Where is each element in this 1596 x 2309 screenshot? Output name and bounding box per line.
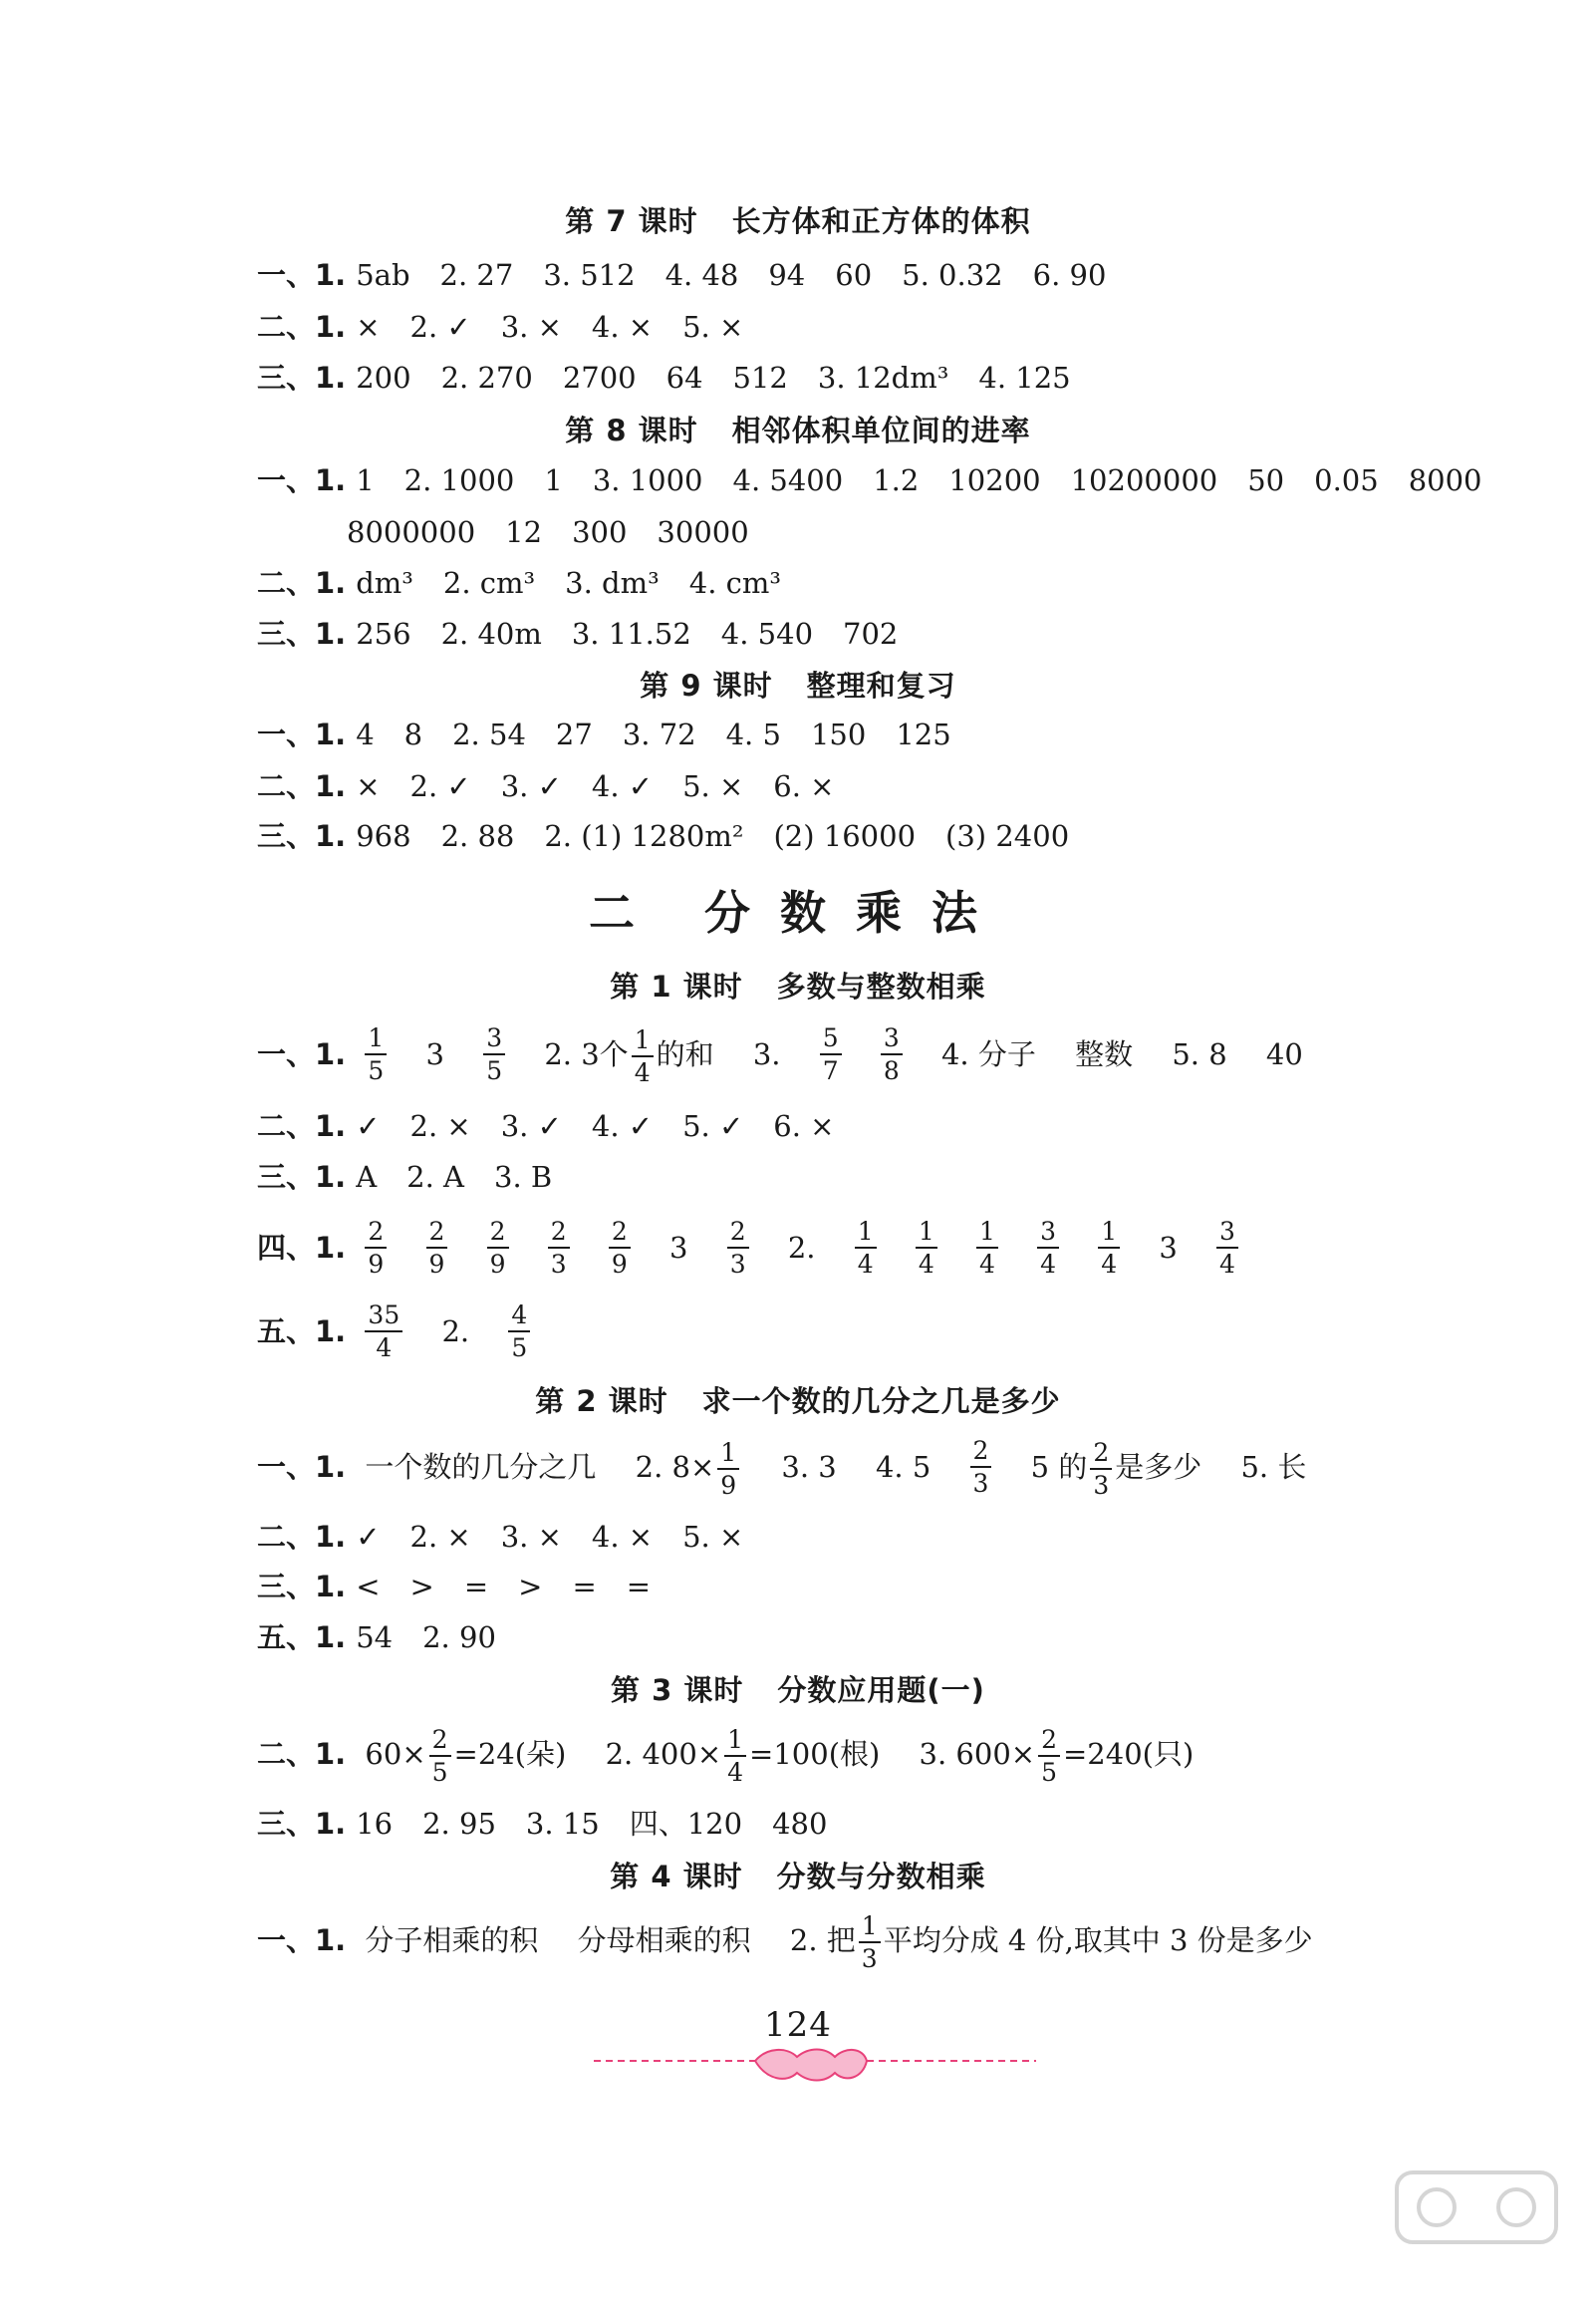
chapter-number: 二 [589, 886, 665, 940]
numerator: 2 [1038, 1727, 1060, 1757]
answer-value: 整数 [1075, 1037, 1134, 1071]
fraction [609, 1219, 631, 1277]
numerator: 3 [1037, 1219, 1059, 1249]
answer-value: 30000 [657, 515, 749, 549]
answer-value: 5. × [682, 769, 744, 803]
answer-value: 4. 48 [665, 258, 739, 292]
lesson-number: 第 1 课时 [610, 970, 743, 1004]
numerator: 1 [976, 1219, 998, 1249]
answer-line [257, 452, 1482, 504]
denominator: 3 [550, 1250, 567, 1279]
numerator: 2 [609, 1219, 631, 1249]
numerator: 1 [724, 1727, 746, 1757]
question-label: 四、1. [257, 1231, 347, 1265]
lesson-title: 多数与整数相乘 [776, 970, 986, 1004]
answer-line [257, 1425, 1306, 1505]
answer-value: > [409, 1570, 434, 1603]
denominator: 3 [1093, 1471, 1110, 1500]
denominator: 4 [918, 1250, 934, 1279]
denominator: 5 [486, 1056, 503, 1085]
text-part: 的和 [656, 1037, 714, 1071]
lesson-number: 第 2 课时 [535, 1384, 668, 1418]
denominator: 7 [822, 1056, 839, 1085]
denominator: 4 [857, 1250, 874, 1279]
answer-value: 3. 512 [543, 258, 636, 292]
answer-value [1030, 1438, 1202, 1500]
answer-value: < [356, 1570, 381, 1603]
text-part: 平均分成 4 份,取其中 3 份是多少 [883, 1923, 1313, 1957]
answer-value: 一个数的几分之几 [365, 1450, 597, 1484]
question-label: 一、1. [257, 1923, 347, 1957]
numerator: 2 [426, 1219, 448, 1249]
numerator: 5 [820, 1025, 842, 1055]
denominator: 5 [511, 1333, 528, 1362]
question-label: 一、1. [257, 718, 347, 751]
denominator: 9 [428, 1250, 445, 1279]
answer-value: 3 [1159, 1231, 1178, 1265]
answer-value: 300 [572, 515, 628, 549]
denominator: 4 [1101, 1250, 1118, 1279]
fraction [970, 1438, 992, 1496]
lesson-title: 分数与分数相乘 [776, 1860, 986, 1893]
fraction [429, 1727, 451, 1785]
answer-value: 4. cm³ [688, 566, 782, 600]
numerator: 4 [508, 1302, 530, 1332]
answer-value: 40 [1265, 1037, 1303, 1071]
answer-value: 3. ✓ [500, 769, 562, 803]
fraction [727, 1219, 749, 1277]
section-heading-lesson-7 [0, 199, 1596, 240]
answer-value: (2) 16000 [773, 819, 917, 853]
text-part: =24(朵) [453, 1737, 567, 1771]
question-label: 二、1. [257, 1520, 347, 1554]
answer-value: 5. ✓ [682, 1109, 744, 1143]
answer-value: 2. [787, 1231, 816, 1265]
answer-value: 3. 15 [525, 1807, 600, 1841]
answer-value: 3 [425, 1037, 444, 1071]
answer-line [257, 1509, 743, 1561]
lesson-title: 长方体和正方体的体积 [731, 204, 1031, 238]
answer-value: 4. ✓ [591, 769, 654, 803]
scalloped-frame [755, 2050, 867, 2081]
answer-value: 2. ✓ [409, 769, 471, 803]
question-label: 一、1. [257, 1037, 347, 1071]
answer-value: 256 [356, 617, 411, 651]
denominator: 4 [634, 1058, 651, 1087]
question-label: 三、1. [257, 1570, 347, 1603]
denominator: 9 [611, 1250, 628, 1279]
text-part: =100(根) [749, 1737, 881, 1771]
denominator: 3 [861, 1944, 878, 1973]
answer-value [365, 1725, 567, 1787]
question-label: 二、1. [257, 310, 347, 344]
answer-value: 10200000 [1070, 463, 1218, 497]
fraction [916, 1219, 937, 1277]
lesson-number: 第 9 课时 [640, 669, 773, 703]
answer-value: 1 [544, 463, 563, 497]
fraction [881, 1025, 903, 1083]
denominator: 4 [1219, 1250, 1235, 1279]
text-part: =240(只) [1063, 1737, 1195, 1771]
answer-value: 3. × [500, 1520, 562, 1554]
watermark-shape [1498, 2189, 1534, 2225]
question-label: 二、1. [257, 1737, 347, 1771]
answer-value: > [518, 1570, 543, 1603]
answer-value [789, 1911, 1313, 1973]
answer-line [257, 1098, 834, 1150]
section-heading-lesson-8 [0, 409, 1596, 449]
answer-value: 4. 125 [978, 361, 1071, 395]
answer-value: 分子相乘的积 [365, 1923, 539, 1957]
answer-value: 5. 0.32 [902, 258, 1003, 292]
text-part: 2. 把 [789, 1923, 856, 1957]
answer-value: 6. × [773, 1109, 835, 1143]
answer-value: 94 [768, 258, 806, 292]
answer-value: 125 [896, 718, 951, 751]
answer-value: A [356, 1160, 378, 1194]
fraction [365, 1219, 387, 1277]
answer-value [605, 1725, 881, 1787]
answer-value: 702 [843, 617, 899, 651]
chapter-title: 分数乘法 [704, 886, 1007, 940]
answer-value: 480 [772, 1807, 828, 1841]
numerator: 2 [970, 1438, 992, 1468]
lesson-title: 整理和复习 [806, 669, 956, 703]
answer-line [257, 555, 781, 607]
answer-value: 3. dm³ [565, 566, 660, 600]
answer-value: 12 [505, 515, 543, 549]
numerator: 1 [632, 1027, 654, 1057]
answer-value: 3. 11.52 [571, 617, 691, 651]
answer-value: 2. cm³ [442, 566, 536, 600]
answer-value: 512 [732, 361, 788, 395]
text-part: 5 的 [1030, 1450, 1088, 1484]
answer-value: 6. × [773, 769, 835, 803]
answer-value: 64 [665, 361, 703, 395]
page-number: 124 [764, 2005, 832, 2045]
numerator: 2 [429, 1727, 451, 1757]
answer-line [257, 1290, 530, 1369]
text-part: 60× [365, 1737, 426, 1771]
answer-value: 四、120 [629, 1807, 743, 1841]
answer-value: 2. 54 [452, 718, 526, 751]
text-part: 2. 8× [635, 1450, 715, 1484]
answer-value: ✓ [356, 1109, 381, 1143]
denominator: 4 [978, 1250, 995, 1279]
question-label: 三、1. [257, 1807, 347, 1841]
answer-value: × [356, 769, 381, 803]
answer-line [257, 1012, 1303, 1092]
denominator: 4 [376, 1333, 393, 1362]
text-part: 3. 600× [919, 1737, 1036, 1771]
answer-value: 54 [356, 1620, 394, 1654]
denominator: 9 [720, 1471, 737, 1500]
chapter-heading [0, 877, 1596, 943]
answer-line [257, 1712, 1194, 1792]
answer-value: 3. × [500, 310, 562, 344]
answer-value: 4. 5400 [732, 463, 844, 497]
answer-value: 2. × [409, 1109, 471, 1143]
numerator: 1 [717, 1440, 739, 1470]
answer-value: 1 [356, 463, 375, 497]
fraction [632, 1027, 654, 1085]
answer-value: 2. 90 [422, 1620, 496, 1654]
answer-value: 2. (1) 1280m² [544, 819, 744, 853]
answer-value: 5. 长 [1240, 1450, 1307, 1484]
answer-value: 2. 1000 [403, 463, 515, 497]
question-label: 三、1. [257, 819, 347, 853]
lesson-number: 第 3 课时 [611, 1673, 744, 1707]
answer-value: 27 [555, 718, 593, 751]
fraction [724, 1727, 746, 1785]
fraction [548, 1219, 570, 1277]
denominator: 3 [729, 1250, 746, 1279]
denominator: 4 [727, 1758, 744, 1787]
answer-line [257, 247, 1106, 299]
question-label: 一、1. [257, 258, 347, 292]
answer-line [257, 758, 834, 810]
fraction [365, 1302, 402, 1360]
fraction [717, 1440, 739, 1498]
watermark-logo [1377, 2143, 1576, 2292]
answer-value: 6. 90 [1032, 258, 1107, 292]
text-part: 2. 400× [605, 1737, 722, 1771]
numerator: 1 [916, 1219, 937, 1249]
numerator: 2 [548, 1219, 570, 1249]
answer-value: 5ab [356, 258, 410, 292]
numerator: 1 [1098, 1219, 1120, 1249]
answer-line [257, 299, 743, 351]
numerator: 2 [365, 1219, 387, 1249]
answer-line [257, 1149, 552, 1201]
answer-line [257, 808, 1069, 860]
answer-value: (3) 2400 [945, 819, 1070, 853]
lesson-number: 第 4 课时 [610, 1860, 743, 1893]
answer-line [257, 1796, 827, 1848]
answer-line [257, 350, 1071, 402]
section-heading-lesson-9 [0, 664, 1596, 705]
answer-value: 3 [669, 1231, 688, 1265]
answer-value: 5. × [682, 1520, 744, 1554]
fraction [976, 1219, 998, 1277]
answer-value: 2. 88 [440, 819, 515, 853]
answer-value: 0.05 [1314, 463, 1379, 497]
fraction [487, 1219, 509, 1277]
question-label: 二、1. [257, 769, 347, 803]
denominator: 9 [368, 1250, 385, 1279]
answer-value: = [572, 1570, 597, 1603]
answer-value: 2700 [562, 361, 637, 395]
answer-value: 8 [403, 718, 423, 751]
answer-value: 150 [810, 718, 867, 751]
answer-value [544, 1025, 714, 1087]
answer-value: × [356, 310, 381, 344]
fraction [1037, 1219, 1059, 1277]
lesson-number: 第 8 课时 [565, 414, 698, 447]
answer-value: 3. B [494, 1160, 553, 1194]
question-label: 一、1. [257, 463, 347, 497]
answer-value: 8000000 [347, 515, 476, 549]
fraction [1090, 1440, 1112, 1498]
denominator: 5 [1041, 1758, 1057, 1787]
numerator: 1 [859, 1913, 881, 1943]
answer-value: 2. 40m [440, 617, 542, 651]
answer-value: 50 [1247, 463, 1285, 497]
section-heading-lesson-3 [0, 1668, 1596, 1709]
answer-line [257, 707, 951, 758]
answer-value: 2. 270 [440, 361, 533, 395]
fraction [508, 1302, 530, 1360]
answer-value: 4. 分子 [940, 1037, 1036, 1071]
numerator: 3 [483, 1025, 505, 1055]
denominator: 5 [431, 1758, 448, 1787]
answer-value: 2. 27 [439, 258, 514, 292]
answer-value: dm³ [356, 566, 413, 600]
text-part: 是多少 [1115, 1450, 1202, 1484]
answer-value: 3. ✓ [500, 1109, 562, 1143]
answer-value: 2. A [406, 1160, 464, 1194]
answer-value: 3. 1000 [592, 463, 703, 497]
answer-value: 16 [356, 1807, 394, 1841]
answer-value: 200 [356, 361, 411, 395]
denominator: 5 [368, 1056, 385, 1085]
answer-value: 60 [835, 258, 873, 292]
question-label: 二、1. [257, 1109, 347, 1143]
numerator: 3 [1216, 1219, 1238, 1249]
answer-value: = [463, 1570, 489, 1603]
answer-line-continued [347, 504, 749, 556]
answer-value: 2. ✓ [409, 310, 471, 344]
answer-value: 3. 12dm³ [817, 361, 949, 395]
answer-value: 分母相乘的积 [577, 1923, 751, 1957]
numerator: 2 [727, 1219, 749, 1249]
answer-value: 968 [356, 819, 411, 853]
denominator: 3 [972, 1469, 989, 1498]
denominator: 9 [489, 1250, 506, 1279]
fraction [820, 1025, 842, 1083]
watermark-shape [1419, 2189, 1455, 2225]
section-heading-lesson-2 [0, 1379, 1596, 1420]
answer-line [257, 1559, 651, 1610]
lesson-title: 求一个数的几分之几是多少 [701, 1384, 1061, 1418]
lesson-number: 第 7 课时 [565, 204, 698, 238]
answer-value: 5. 8 [1172, 1037, 1227, 1071]
question-label: 三、1. [257, 361, 347, 395]
denominator: 4 [1040, 1250, 1057, 1279]
answer-value: 4 [356, 718, 375, 751]
question-label: 三、1. [257, 1160, 347, 1194]
answer-value [919, 1725, 1195, 1787]
numerator: 1 [855, 1219, 877, 1249]
answer-value: 4. 540 [720, 617, 814, 651]
page-number-ornament [0, 2041, 1596, 2095]
question-label: 一、1. [257, 1450, 347, 1484]
answer-value: 1.2 [873, 463, 920, 497]
section-heading-lesson-1 [0, 965, 1596, 1006]
answer-value: 4. 5 [875, 1450, 931, 1484]
answer-value: 10200 [948, 463, 1041, 497]
answer-value: = [626, 1570, 652, 1603]
denominator: 8 [883, 1056, 900, 1085]
answer-line [257, 1609, 496, 1661]
answer-value: 2. 95 [422, 1807, 496, 1841]
answer-value: ✓ [356, 1520, 381, 1554]
question-label: 五、1. [257, 1314, 347, 1348]
numerator: 2 [487, 1219, 509, 1249]
question-label: 二、1. [257, 566, 347, 600]
answer-value: 3. 3 [781, 1450, 837, 1484]
answer-value: 2. [441, 1314, 470, 1348]
section-heading-lesson-4 [0, 1855, 1596, 1895]
fraction [1098, 1219, 1120, 1277]
numerator: 35 [365, 1302, 402, 1332]
text-part: 2. 3个 [544, 1037, 629, 1071]
fraction [483, 1025, 505, 1083]
fraction [1216, 1219, 1238, 1277]
fraction [855, 1219, 877, 1277]
answer-line [257, 1206, 1238, 1286]
lesson-title: 相邻体积单位间的进率 [731, 414, 1031, 447]
fraction [1038, 1727, 1060, 1785]
answer-value: 4. × [591, 310, 654, 344]
answer-value: 3. [752, 1037, 781, 1071]
fraction [859, 1913, 881, 1971]
answer-line [257, 1898, 1313, 1978]
lesson-title: 分数应用题(一) [777, 1673, 985, 1707]
answer-value: 2. × [409, 1520, 471, 1554]
numerator: 3 [881, 1025, 903, 1055]
answer-value: 3. 72 [622, 718, 696, 751]
answer-value: 4. 5 [725, 718, 781, 751]
answer-line [257, 606, 898, 658]
answer-value: 4. × [591, 1520, 654, 1554]
numerator: 2 [1090, 1440, 1112, 1470]
question-label: 五、1. [257, 1620, 347, 1654]
numerator: 1 [365, 1025, 387, 1055]
fraction [426, 1219, 448, 1277]
answer-value [635, 1438, 743, 1500]
answer-value: 8000 [1408, 463, 1482, 497]
answer-value: 5. × [682, 310, 744, 344]
question-label: 三、1. [257, 617, 347, 651]
answer-value: 4. ✓ [591, 1109, 654, 1143]
fraction [365, 1025, 387, 1083]
